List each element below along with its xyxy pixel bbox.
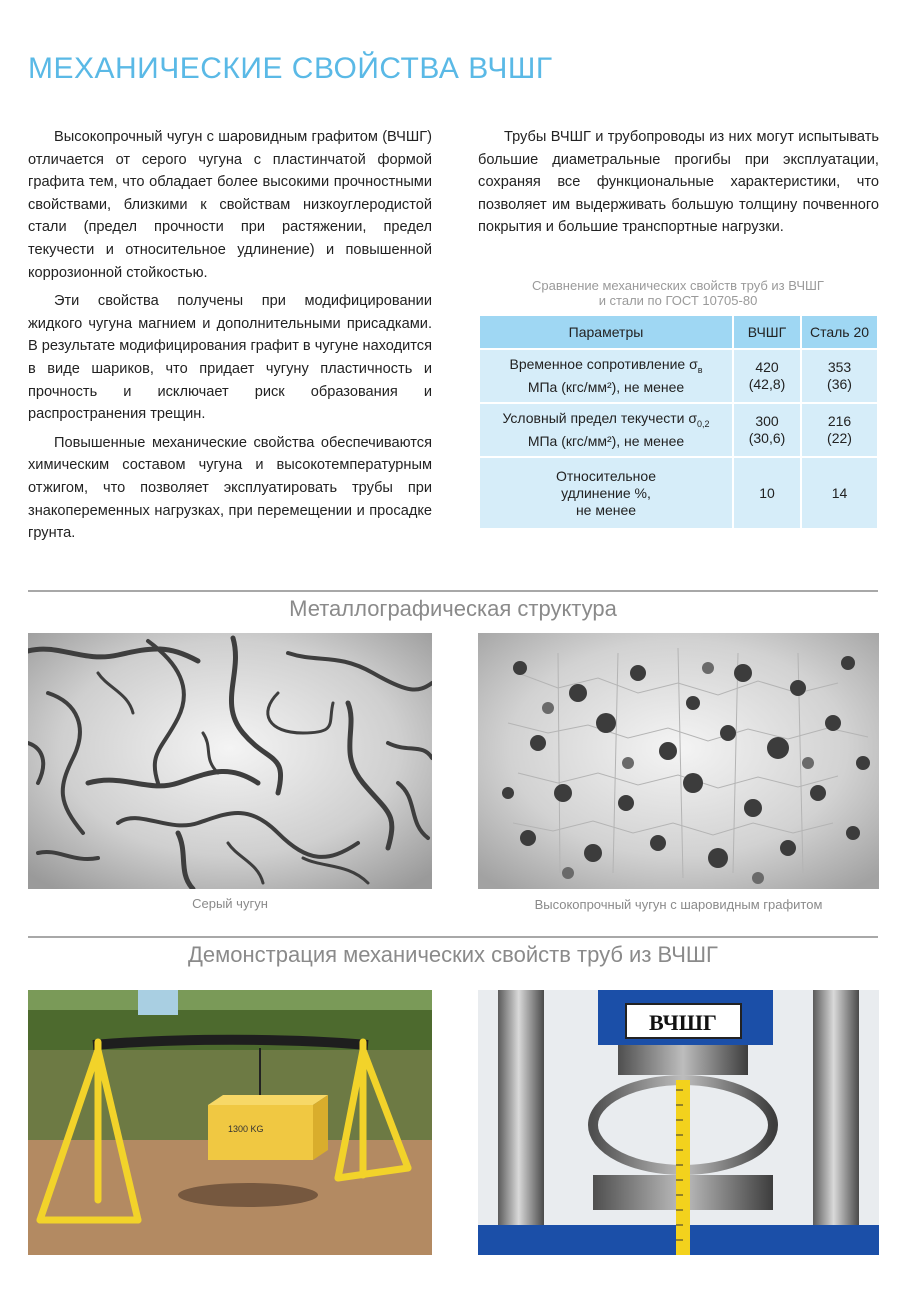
right-text-column bbox=[478, 126, 879, 245]
page-title: МЕХАНИЧЕСКИЕ СВОЙСТВА ВЧШГ bbox=[28, 52, 553, 85]
paragraph: Эти свойства получены при модифицировании жидкого чугуна магнием и дополнительными присадками. В результате модифицирования графит в чугуне находится в виде шариков, что придает чугуну пластичность и прочность и исключает риск образования и распространения трещин. bbox=[28, 293, 432, 423]
gray-cast-iron-image bbox=[28, 633, 432, 889]
value: (30,6) bbox=[748, 430, 786, 446]
value: 216 bbox=[827, 413, 852, 429]
table-row bbox=[480, 350, 877, 402]
table-cell bbox=[480, 404, 732, 456]
table-cell bbox=[802, 350, 877, 402]
value: (22) bbox=[827, 430, 852, 446]
press-label: ВЧШГ bbox=[649, 1010, 717, 1035]
paragraph: Повышенные механические свойства обеспечиваются химическим составом чугуна и высокотемпературным отжигом, что позволяет эксплуатировать трубы при знакопеременных нагрузках, при перемещении и просадке грунта. bbox=[28, 434, 432, 542]
table-cell: 10 bbox=[734, 458, 800, 528]
table-cell bbox=[802, 404, 877, 456]
param-text: удлинение %, bbox=[561, 484, 651, 501]
table-caption-line: Сравнение механических свойств труб из ВЧШГ bbox=[532, 278, 824, 293]
value: (36) bbox=[827, 376, 852, 392]
table-row bbox=[480, 404, 877, 456]
table-cell bbox=[734, 404, 800, 456]
table-caption-line: и стали по ГОСТ 10705-80 bbox=[598, 293, 758, 308]
image-caption: Серый чугун bbox=[192, 896, 268, 911]
table-header-row bbox=[480, 316, 877, 348]
value: 300 bbox=[755, 413, 779, 429]
value: 420 bbox=[755, 359, 779, 375]
load-test-photo bbox=[28, 990, 432, 1255]
table-caption bbox=[478, 278, 878, 308]
paragraph: Высокопрочный чугун с шаровидным графитом (ВЧШГ) отличается от серого чугуна с пластинчатой формой графита тем, что обладает более высокими прочностными свойствами, близкими к свойствам низкоуглеродистой стали (предел прочности при растяжении, предел текучести и относительное удлинение) и повышенной коррозионной стойкостью. bbox=[28, 129, 432, 281]
param-text: Относительное bbox=[556, 467, 656, 484]
weight-label: 1300 KG bbox=[228, 1124, 264, 1134]
section-divider bbox=[28, 590, 878, 592]
table-header: ВЧШГ bbox=[734, 316, 800, 348]
ductile-iron-image bbox=[478, 633, 879, 889]
param-subscript: в bbox=[697, 364, 703, 375]
paragraph: Трубы ВЧШГ и трубопроводы из них могут испытывать большие диаметральные прогибы при эксплуатации, сохраняя все функциональные характеристики, что позволяет им выдерживать большую толщину почвенного покрытия и большие транспортные нагрузки. bbox=[478, 129, 879, 236]
param-text: Условный предел текучести σ bbox=[502, 410, 698, 427]
value: (42,8) bbox=[748, 376, 786, 392]
param-text: Временное сопротивление σ bbox=[509, 356, 698, 373]
table-cell: 14 bbox=[802, 458, 877, 528]
table-cell bbox=[480, 350, 732, 402]
comparison-table bbox=[478, 314, 879, 530]
param-text: МПа (кгс/мм²), не менее bbox=[527, 432, 685, 449]
section-divider bbox=[28, 936, 878, 938]
param-text: не менее bbox=[575, 501, 637, 518]
section-title: Металлографическая структура bbox=[289, 596, 617, 621]
param-subscript: 0,2 bbox=[697, 418, 710, 429]
table-cell bbox=[480, 458, 732, 528]
section-title: Демонстрация механических свойств труб из ВЧШГ bbox=[188, 942, 718, 967]
press-test-photo bbox=[478, 990, 879, 1255]
left-text-column bbox=[28, 126, 432, 551]
table-header: Сталь 20 bbox=[802, 316, 877, 348]
table-row bbox=[480, 458, 877, 528]
value: 353 bbox=[827, 359, 852, 375]
image-caption: Высокопрочный чугун с шаровидным графитом bbox=[534, 897, 823, 912]
table-header: Параметры bbox=[480, 316, 732, 348]
table-cell bbox=[734, 350, 800, 402]
param-text: МПа (кгс/мм²), не менее bbox=[527, 378, 685, 395]
